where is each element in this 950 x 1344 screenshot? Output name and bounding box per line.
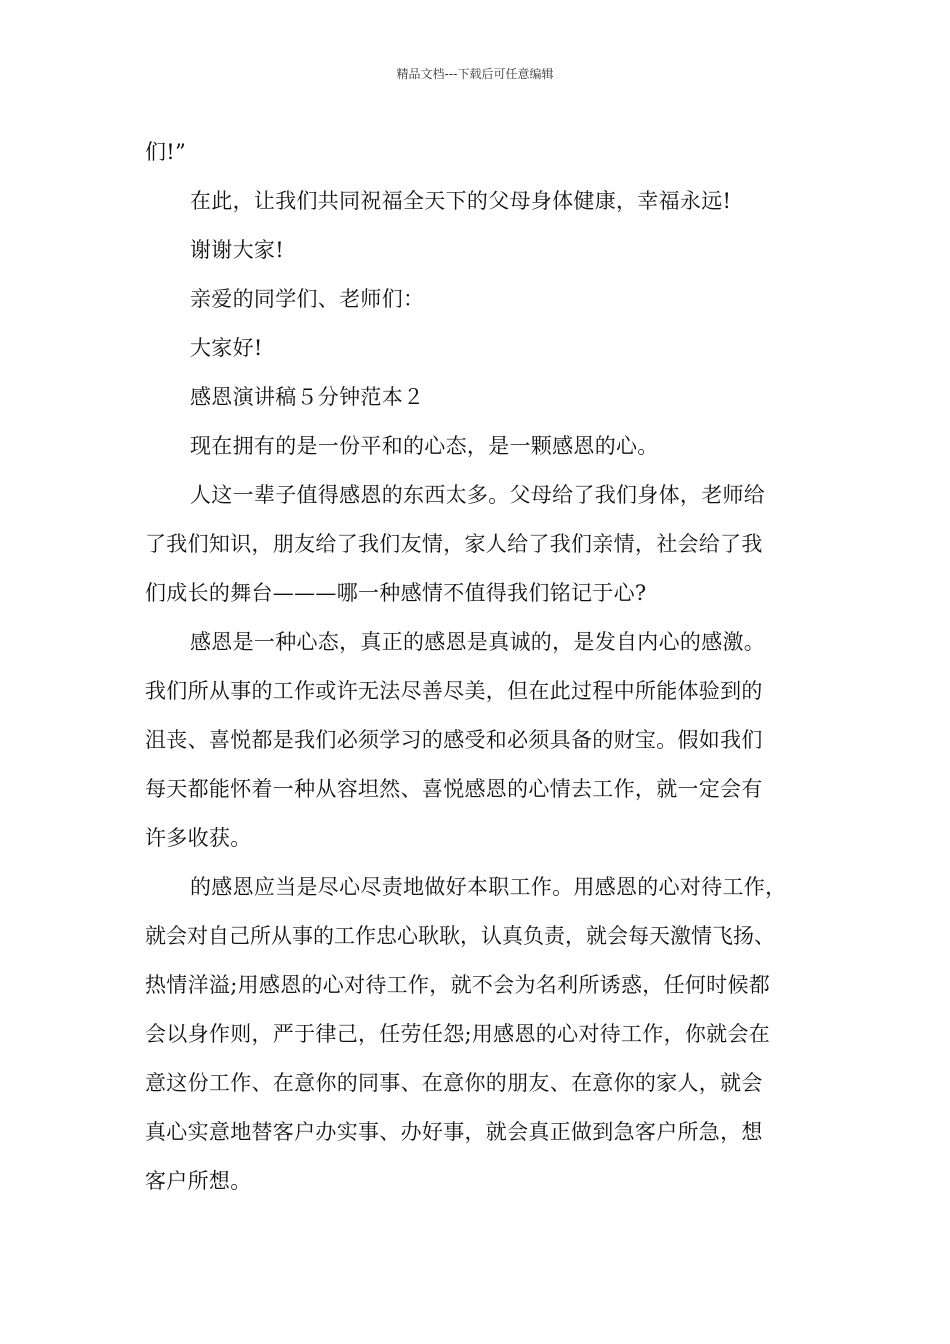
text-line: 每天都能怀着一种从容坦然、喜悦感恩的心情去工作，就一定会有 — [145, 777, 763, 801]
text-line: 人这一辈子值得感恩的东西太多。父母给了我们身体，老师给 — [190, 483, 766, 507]
text-line: 就会对自己所从事的工作忠心耿耿，认真负责，就会每天激情飞扬、 — [145, 924, 775, 948]
document-body — [145, 128, 825, 1206]
text-line: 热情洋溢;用感恩的心对待工作，就不会为名利所诱惑，任何时候都 — [145, 973, 771, 997]
section-title: 感恩演讲稿５分钟范本２ — [190, 385, 425, 409]
text-line: 的感恩应当是尽心尽责地做好本职工作。用感恩的心对待工作， — [190, 875, 787, 899]
text-line: 会以身作则，严于律己，任劳任怨;用感恩的心对待工作，你就会在 — [145, 1022, 771, 1046]
text-line: 谢谢大家! — [190, 238, 284, 262]
text-line: 现在拥有的是一份平和的心态，是一颗感恩的心。 — [190, 434, 659, 458]
text-line: 在此，让我们共同祝福全天下的父母身体健康，幸福永远! — [190, 189, 732, 213]
text-line: 了我们知识，朋友给了我们友情，家人给了我们亲情，社会给了我 — [145, 532, 763, 556]
text-line: 意这份工作、在意你的同事、在意你的朋友、在意你的家人，就会 — [145, 1071, 763, 1095]
page-header: 精品文档---下载后可任意编辑 — [396, 67, 554, 81]
text-line: 真心实意地替客户办实事、办好事，就会真正做到急客户所急，想 — [145, 1120, 763, 1144]
text-line: 亲爱的同学们、老师们： — [190, 287, 425, 311]
text-line: 沮丧、喜悦都是我们必须学习的感受和必须具备的财宝。假如我们 — [145, 728, 763, 752]
text-line: 许多收获。 — [145, 826, 252, 850]
text-line: 我们所从事的工作或许无法尽善尽美，但在此过程中所能体验到的 — [145, 679, 763, 703]
text-line: 客户所想。 — [145, 1169, 252, 1193]
text-line: 大家好! — [190, 336, 263, 360]
text-line: 们成长的舞台———哪一种感情不值得我们铭记于心? — [145, 581, 647, 605]
text-line: 感恩是一种心态，真正的感恩是真诚的，是发自内心的感激。 — [190, 630, 766, 654]
text-line: 们!” — [145, 140, 187, 164]
